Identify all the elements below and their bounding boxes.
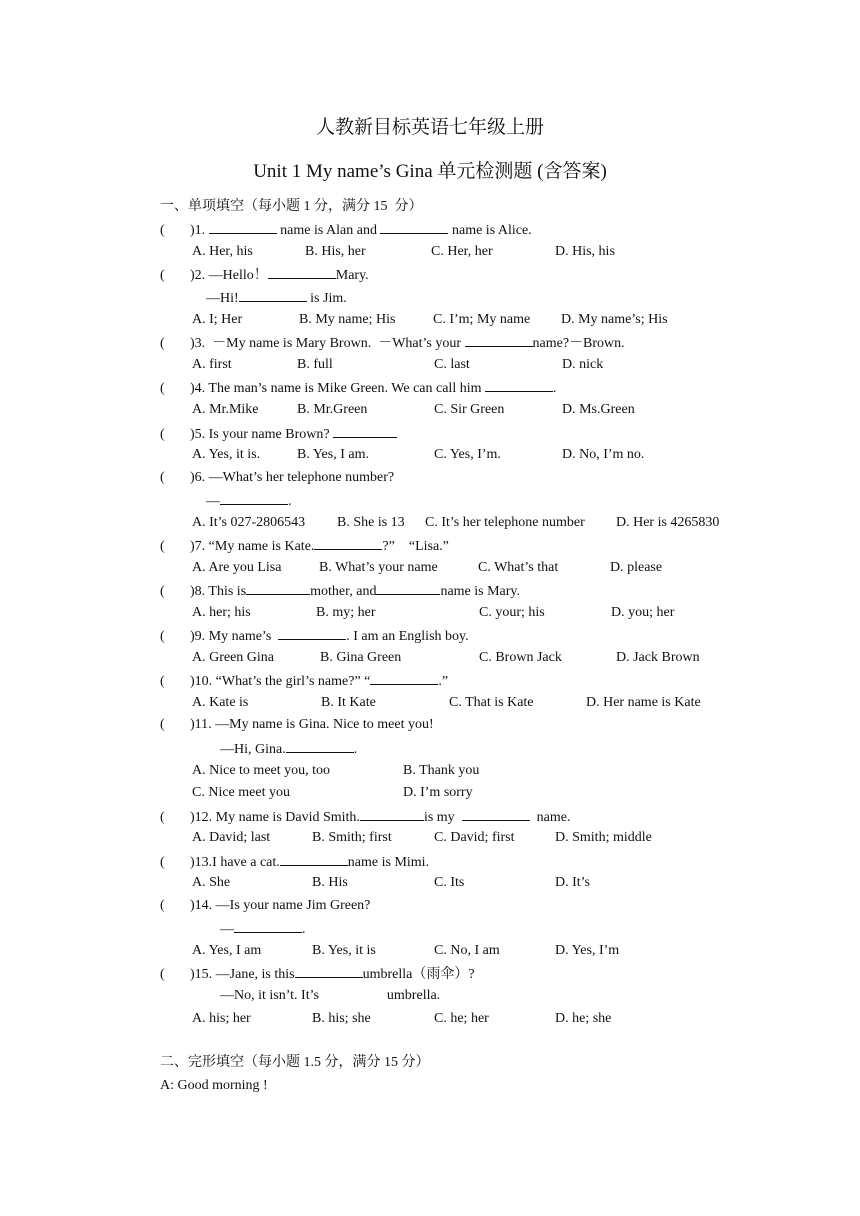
q1-option-d: D. His, his xyxy=(555,244,615,259)
q8-option-c: C. your; his xyxy=(479,605,545,620)
q11-option-d: D. I’m sorry xyxy=(403,785,473,800)
q7-option-a: A. Are you Lisa xyxy=(192,560,282,575)
q12-option-a: A. David; last xyxy=(192,830,271,845)
q2-option-d: D. My name’s; His xyxy=(561,312,668,327)
q4-option-b: B. Mr.Green xyxy=(297,402,368,417)
q9-option-d: D. Jack Brown xyxy=(616,650,700,665)
q9-option-b: B. Gina Green xyxy=(320,650,402,665)
question-7: ( )7. “My name is Kate. ?” “Lisa.” xyxy=(160,536,449,556)
q3-option-b: B. full xyxy=(297,357,333,372)
q3-option-a: A. first xyxy=(192,357,232,372)
q2-option-a: A. I; Her xyxy=(192,312,243,327)
q1-option-c: C. Her, her xyxy=(431,244,493,259)
q7-option-b: B. What’s your name xyxy=(319,560,438,575)
q6-option-b: B. She is 13 xyxy=(337,515,405,530)
dialogue-line: A: Good morning ! xyxy=(160,1078,268,1093)
q4-option-d: D. Ms.Green xyxy=(562,402,635,417)
question-2: ( )2. —Hello！ Mary. xyxy=(160,265,369,285)
question-8: ( )8. This is mother, and name is Mary. xyxy=(160,581,520,601)
q13-option-c: C. Its xyxy=(434,875,465,890)
q9-option-c: C. Brown Jack xyxy=(479,650,562,665)
question-2-line2: —Hi! is Jim. xyxy=(206,288,347,308)
question-5: ( )5. Is your name Brown? xyxy=(160,424,397,444)
q5-option-c: C. Yes, I’m. xyxy=(434,447,501,462)
q8-option-b: B. my; her xyxy=(316,605,376,620)
q8-option-a: A. her; his xyxy=(192,605,251,620)
question-11-line2: —Hi, Gina. . xyxy=(220,739,357,759)
q11-option-c: C. Nice meet you xyxy=(192,785,290,800)
q3-option-d: D. nick xyxy=(562,357,604,372)
question-14-line2: — . xyxy=(220,919,306,939)
q6-option-d: D. Her is 4265830 xyxy=(616,515,720,530)
q15-option-d: D. he; she xyxy=(555,1011,612,1026)
q5-option-a: A. Yes, it is. xyxy=(192,447,261,462)
q2-option-b: B. My name; His xyxy=(299,312,396,327)
q9-option-a: A. Green Gina xyxy=(192,650,275,665)
question-14: ( )14. —Is your name Jim Green? xyxy=(160,898,371,913)
q11-option-a: A. Nice to meet you, too xyxy=(192,763,331,778)
q10-option-d: D. Her name is Kate xyxy=(586,695,701,710)
q13-option-b: B. His xyxy=(312,875,348,890)
question-9: ( )9. My name’s . I am an English boy. xyxy=(160,626,469,646)
q10-option-b: B. It Kate xyxy=(321,695,376,710)
q14-option-d: D. Yes, I’m xyxy=(555,943,620,958)
q1-option-b: B. His, her xyxy=(305,244,366,259)
q5-option-b: B. Yes, I am. xyxy=(297,447,369,462)
question-13: ( )13.I have a cat. name is Mimi. xyxy=(160,852,429,872)
q11-option-b: B. Thank you xyxy=(403,763,480,778)
q13-option-d: D. It’s xyxy=(555,875,590,890)
q4-option-a: A. Mr.Mike xyxy=(192,402,259,417)
q4-option-c: C. Sir Green xyxy=(434,402,505,417)
q10-option-c: C. That is Kate xyxy=(449,695,534,710)
q14-option-a: A. Yes, I am xyxy=(192,943,262,958)
q7-option-c: C. What’s that xyxy=(478,560,559,575)
question-4: ( )4. The man’s name is Mike Green. We can call him . xyxy=(160,378,557,398)
question-1: ( )1. name is Alan and name is Alice. xyxy=(160,220,532,240)
question-6: ( )6. —What’s her telephone number? xyxy=(160,470,395,485)
question-15: ( )15. —Jane, is this umbrella（雨伞）? xyxy=(160,964,475,984)
q10-option-a: A. Kate is xyxy=(192,695,249,710)
q14-option-b: B. Yes, it is xyxy=(312,943,376,958)
q6-option-a: A. It’s 027-2806543 xyxy=(192,515,306,530)
q13-option-a: A. She xyxy=(192,875,231,890)
q8-option-d: D. you; her xyxy=(611,605,675,620)
q3-option-c: C. last xyxy=(434,357,470,372)
question-6-line2: — . xyxy=(206,491,292,511)
q2-option-c: C. I’m; My name xyxy=(433,312,531,327)
section-1-heading: 一、单项填空（每小题 1 分，满分 15 分） xyxy=(160,199,423,214)
page-subtitle: Unit 1 My name’s Gina 单元检测题 (含答案) xyxy=(253,161,607,182)
q15-option-a: A. his; her xyxy=(192,1011,251,1026)
question-15-line2: —No, it isn’t. It’s umbrella. xyxy=(220,988,441,1003)
q12-option-d: D. Smith; middle xyxy=(555,830,652,845)
question-12: ( )12. My name is David Smith. is my name. xyxy=(160,807,571,827)
section-2-heading: 二、完形填空（每小题 1.5 分，满分 15 分） xyxy=(160,1055,430,1070)
q5-option-d: D. No, I’m no. xyxy=(562,447,645,462)
q6-option-c: C. It’s her telephone number xyxy=(425,515,585,530)
q12-option-c: C. David; first xyxy=(434,830,515,845)
page-title: 人教新目标英语七年级上册 xyxy=(315,117,544,138)
question-11: ( )11. —My name is Gina. Nice to meet you! xyxy=(160,717,434,732)
q12-option-b: B. Smith; first xyxy=(312,830,392,845)
q14-option-c: C. No, I am xyxy=(434,943,500,958)
q1-option-a: A. Her, his xyxy=(192,244,253,259)
q7-option-d: D. please xyxy=(610,560,663,575)
question-3: ( )3. －My name is Mary Brown. －What’s your name?－Brown. xyxy=(160,333,625,353)
q15-option-b: B. his; she xyxy=(312,1011,371,1026)
q15-option-c: C. he; her xyxy=(434,1011,489,1026)
question-10: ( )10. “What’s the girl’s name?” “ .” xyxy=(160,671,448,691)
